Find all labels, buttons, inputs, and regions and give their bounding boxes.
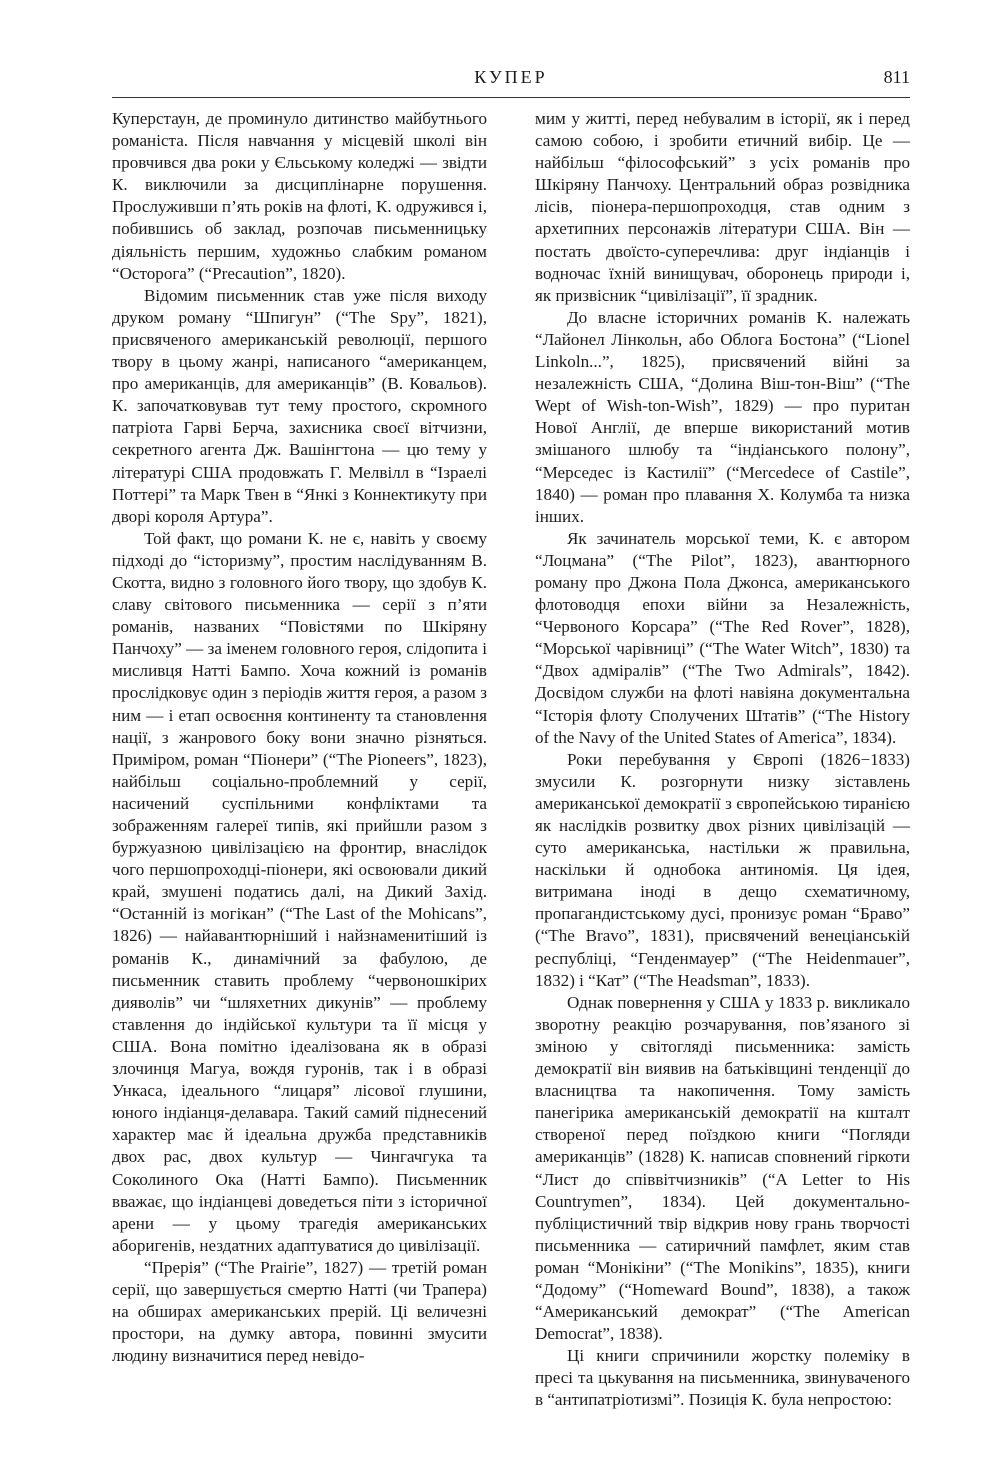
running-title: КУПЕР	[474, 67, 548, 87]
paragraph: Однак повернення у США у 1833 р. викликало зворотну реакцію розчарування, пов’язаного зі зміною у світогляді письменника: замість демократії він виявив на батьківщині тенденції до власництва та накопичення. Тому замість панегірика американській демократії на кшталт створеної перед поїздкою книги “Погляди американців” (1828) К. написав сповнений гіркоти “Лист до співвітчизників” (“A Letter to His Countrymen”, 1834). Цей документально-публіцистичний твір відкрив нову грань творчості письменника — сатиричний памфлет, яким став роман “Монікіни” (“The Monikins”, 1835), книги “Додому” (“Homeward Bound”, 1838), а також “Американський демократ” (“The American Democrat”, 1838).	[535, 992, 910, 1344]
paragraph: Той факт, що романи К. не є, навіть у своєму підході до “історизму”, простим наслідуванням В. Скотта, видно з головного його твору, що здобув К. славу світового письменника — серії з п’яти романів, названих “Повістями по Шкіряну Панчоху” — за іменем головного героя, слідопита і мисливця Натті Бампо. Хоча кожний із романів прослідковує один з періодів життя героя, а разом з ним — і етап освоєння континенту та становлення нації, з жанрового боку вони значно різняться. Приміром, роман “Піонери” (“The Pioneers”, 1823), найбільш соціально-проблемний у серії, насичений суспільними конфліктами та зображенням галереї типів, які прийшли разом з буржуазною цивілізацією на фронтир, внаслідок чого першопроходці-піонери, які освоювали дикий край, змушені податись далі, на Дикий Захід. “Останній із могікан” (“The Last of the Mohicans”, 1826) — найавантюрніший і найзнаменитіший із романів К., динамічний за фабулою, де письменник ставить проблему “червоношкірих дияволів” чи “шляхетних дикунів” — проблему ставлення до індійської культури та її місця у США. Вона помітно ідеалізована як в образі злочинця Магуа, вождя гуронів, так і в образі Ункаса, ідеального “лицаря” лісової глушини, юного індіанця-делавара. Такий самий піднесений характер має й ідеальна дружба представників двох рас, двох культур — Чингачгука та Соколиного Ока (Натті Бампо). Письменник вважає, що індіанцеві доведеться піти з історичної арени — у цьому трагедія американських аборигенів, нездатних адаптуватися до цивілізації.	[112, 528, 487, 1255]
paragraph: Куперстаун, де проминуло дитинство майбутнього романіста. Після навчання у місцевій школі він провчився два роки у Єльському коледжі — звідти К. виключили за дисциплінарне порушення. Прослуживши п’ять років на флоті, К. одружився і, побившись об заклад, розпочав письменницьку діяльність першим, художньо слабким романом “Осторога” (“Precaution”, 1820).	[112, 109, 487, 283]
page-number: 811	[883, 67, 910, 87]
page-header	[112, 63, 910, 98]
paragraph: До власне історичних романів К. належать “Лайонел Лінкольн, або Облога Бостона” (“Lionel Linkoln...”, 1825), присвячений війні за незалежність США, “Долина Віш-тон-Віш” (“The Wept of Wish-ton-Wish”, 1829) — про пуритан Нової Англії, де вперше використаний мотив змішаного шлюбу та “індіанського полону”, “Мерседес із Кастилії” (“Mercedece of Castile”, 1840) — роман про плавання Х. Колумба та низка інших.	[535, 307, 910, 526]
paragraph: мим у житті, перед небувалим в історії, як і перед самою собою, і зробити етичний вибір. Це — найбільш “філософський” з усіх романів про Шкіряну Панчоху. Центральний образ розвідника лісів, піонера-першопроходця, став одним з архетипних персонажів літератури США. Він — постать двоїсто-суперечлива: друг індіанців і водночас їхній винищувач, оборонець природи і, як призвісник “цивілізації”, її зрадник.	[535, 109, 910, 305]
paragraph: Як зачинатель морської теми, К. є автором “Лоцмана” (“The Pilot”, 1823), авантюрного роману про Джона Пола Джонса, американського флотоводця епохи війни за Незалежність, “Червоного Корсара” (“The Red Rover”, 1828), “Морської чарівниці” (“The Water Witch”, 1830) та “Двох адміралів” (“The Two Admirals”, 1842). Досвідом служби на флоті навіяна документальна “Історія флоту Сполучених Штатів” (“The History of the Navy of the United States of America”, 1834).	[535, 528, 910, 747]
paragraph: Ці книги спричинили жорстку полеміку в пресі та цькування на письменника, звинуваченого в “антипатріотизмі”. Позиція К. була непростою:	[535, 1346, 910, 1410]
text-column-left	[112, 108, 487, 1367]
paragraph: “Прерія” (“The Prairie”, 1827) — третій роман серії, що завершується смертю Натті (чи Трапера) на обширах американських прерій. Ці величезні простори, на думку автора, повинні змусити людину визначитися перед невідо-	[112, 1257, 487, 1366]
text-column-right	[535, 108, 910, 1412]
paragraph: Роки перебування у Європі (1826−1833) змусили К. розгорнути низку зіставлень американської демократії з європейською тиранією як наслідків розвитку двох різних цивілізацій — суто американська, настільки ж правильна, наскільки й однобока антиномія. Ця ідея, витримана іноді в дещо схематичному, пропагандистському дусі, пронизує роман “Браво” (“The Bravo”, 1831), присвячений венеціанській республіці, “Генденмауер” (“The Heidenmauer”, 1832) і “Кат” (“The Headsman”, 1833).	[535, 749, 910, 990]
paragraph: Відомим письменник став уже після виходу друком роману “Шпигун” (“The Spy”, 1821), присвяченого американській революції, першого твору в цьому жанрі, написаного “американцем, про американців, для американців” (В. Ковальов). К. започатковував тут тему простого, скромного патріота Гарві Берча, захисника своєї вітчизни, секретного агента Дж. Вашінгтона — цю тему у літературі США продовжать Г. Мелвілл в “Ізраелі Поттері” та Марк Твен в “Янкі з Коннектикуту при дворі короля Артура”.	[112, 285, 487, 526]
